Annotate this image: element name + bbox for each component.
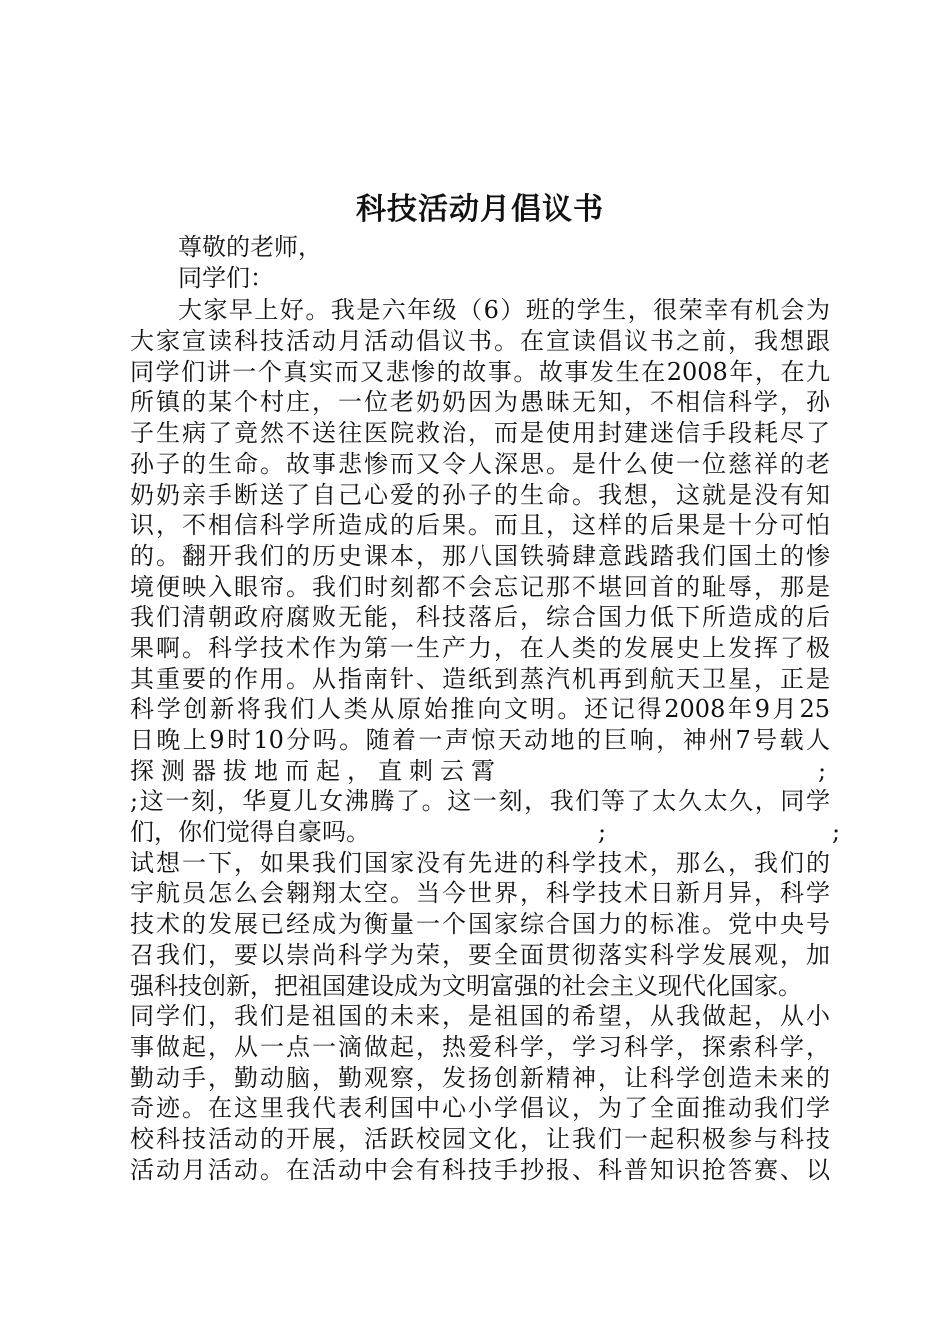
body-line: 事做起，从一点一滴做起，热爱科学，学习科学，探索科学， (130, 1032, 830, 1061)
document-title: 科技活动月倡议书 (356, 192, 604, 227)
body-line: 所镇的某个村庄，一位老奶奶因为愚昧无知，不相信科学，孙 (130, 388, 830, 417)
body-line: 子生病了竟然不送往医院救治，而是使用封建迷信手段耗尽了 (130, 419, 830, 448)
body-line: 活动月活动。在活动中会有科技手抄报、科普知识抢答赛、以 (130, 1155, 830, 1184)
salutation-students: 同学们： (178, 263, 274, 292)
body-line: 其重要的作用。从指南针、造纸到蒸汽机再到航天卫星，正是 (130, 664, 830, 693)
body-line-with-marks (130, 817, 841, 848)
body-line: 奶奶亲手断送了自己心爱的孙子的生命。我想，这就是没有知 (130, 480, 830, 509)
body-line: 技术的发展已经成为衡量一个国家综合国力的标准。党中央号 (130, 910, 830, 939)
body-line: ;这一刻，华夏儿女沸腾了。这一刻，我们等了太久太久，同学 (130, 787, 830, 816)
body-line: 大家宣读科技活动月活动倡议书。在宣读倡议书之前，我想跟 (130, 327, 830, 356)
body-line: 同学们，我们是祖国的未来，是祖国的希望，从我做起，从小 (130, 1002, 830, 1031)
body-line-text: 探测器拔地而起，直刺云霄 (130, 756, 502, 785)
body-line: 试想一下，如果我们国家没有先进的科学技术，那么，我们的 (130, 848, 830, 877)
stray-semicolon: ; (598, 818, 607, 847)
salutation-teachers: 尊敬的老师， (178, 233, 322, 261)
body-line: 我们清朝政府腐败无能，科技落后，综合国力低下所造成的后 (130, 603, 830, 632)
body-line: 大家早上好。我是六年级（6）班的学生，很荣幸有机会为 (178, 296, 830, 325)
body-line: 召我们，要以崇尚科学为荣，要全面贯彻落实科学发展观，加 (130, 940, 830, 969)
body-line: 果啊。科学技术作为第一生产力，在人类的发展史上发挥了极 (130, 633, 830, 662)
body-line-spaced (130, 756, 830, 787)
body-line-text: 们，你们觉得自豪吗。 (130, 818, 370, 847)
body-line: 奇迹。在这里我代表利国中心小学倡议，为了全面推动我们学 (130, 1094, 830, 1123)
stray-semicolon: ; (832, 818, 841, 847)
body-line: 校科技活动的开展，活跃校园文化，让我们一起积极参与科技 (130, 1124, 830, 1153)
body-line: 勤动手，勤动脑，勤观察，发扬创新精神，让科学创造未来的 (130, 1063, 830, 1092)
body-line: 的。翻开我们的历史课本，那八国铁骑肆意践踏我们国土的惨 (130, 541, 830, 570)
body-line: 孙子的生命。故事悲惨而又令人深思。是什么使一位慈祥的老 (130, 449, 830, 478)
body-line: 识，不相信科学所造成的后果。而且，这样的后果是十分可怕 (130, 511, 830, 540)
stray-semicolon: ; (818, 756, 827, 785)
body-line: 境便映入眼帘。我们时刻都不会忘记那不堪回首的耻辱，那是 (130, 572, 830, 601)
body-line: 宇航员怎么会翱翔太空。当今世界，科学技术日新月异，科学 (130, 879, 830, 908)
body-line: 日晚上9时10分吗。随着一声惊天动地的巨响，神州7号载人 (130, 726, 830, 754)
body-line: 强科技创新，把祖国建设成为文明富强的社会主义现代化国家。 (130, 971, 802, 1000)
document-page (130, 188, 841, 1185)
body-line: 同学们讲一个真实而又悲惨的故事。故事发生在2008年，在九 (130, 357, 830, 386)
body-line: 科学创新将我们人类从原始推向文明。还记得2008年9月25 (130, 695, 830, 724)
